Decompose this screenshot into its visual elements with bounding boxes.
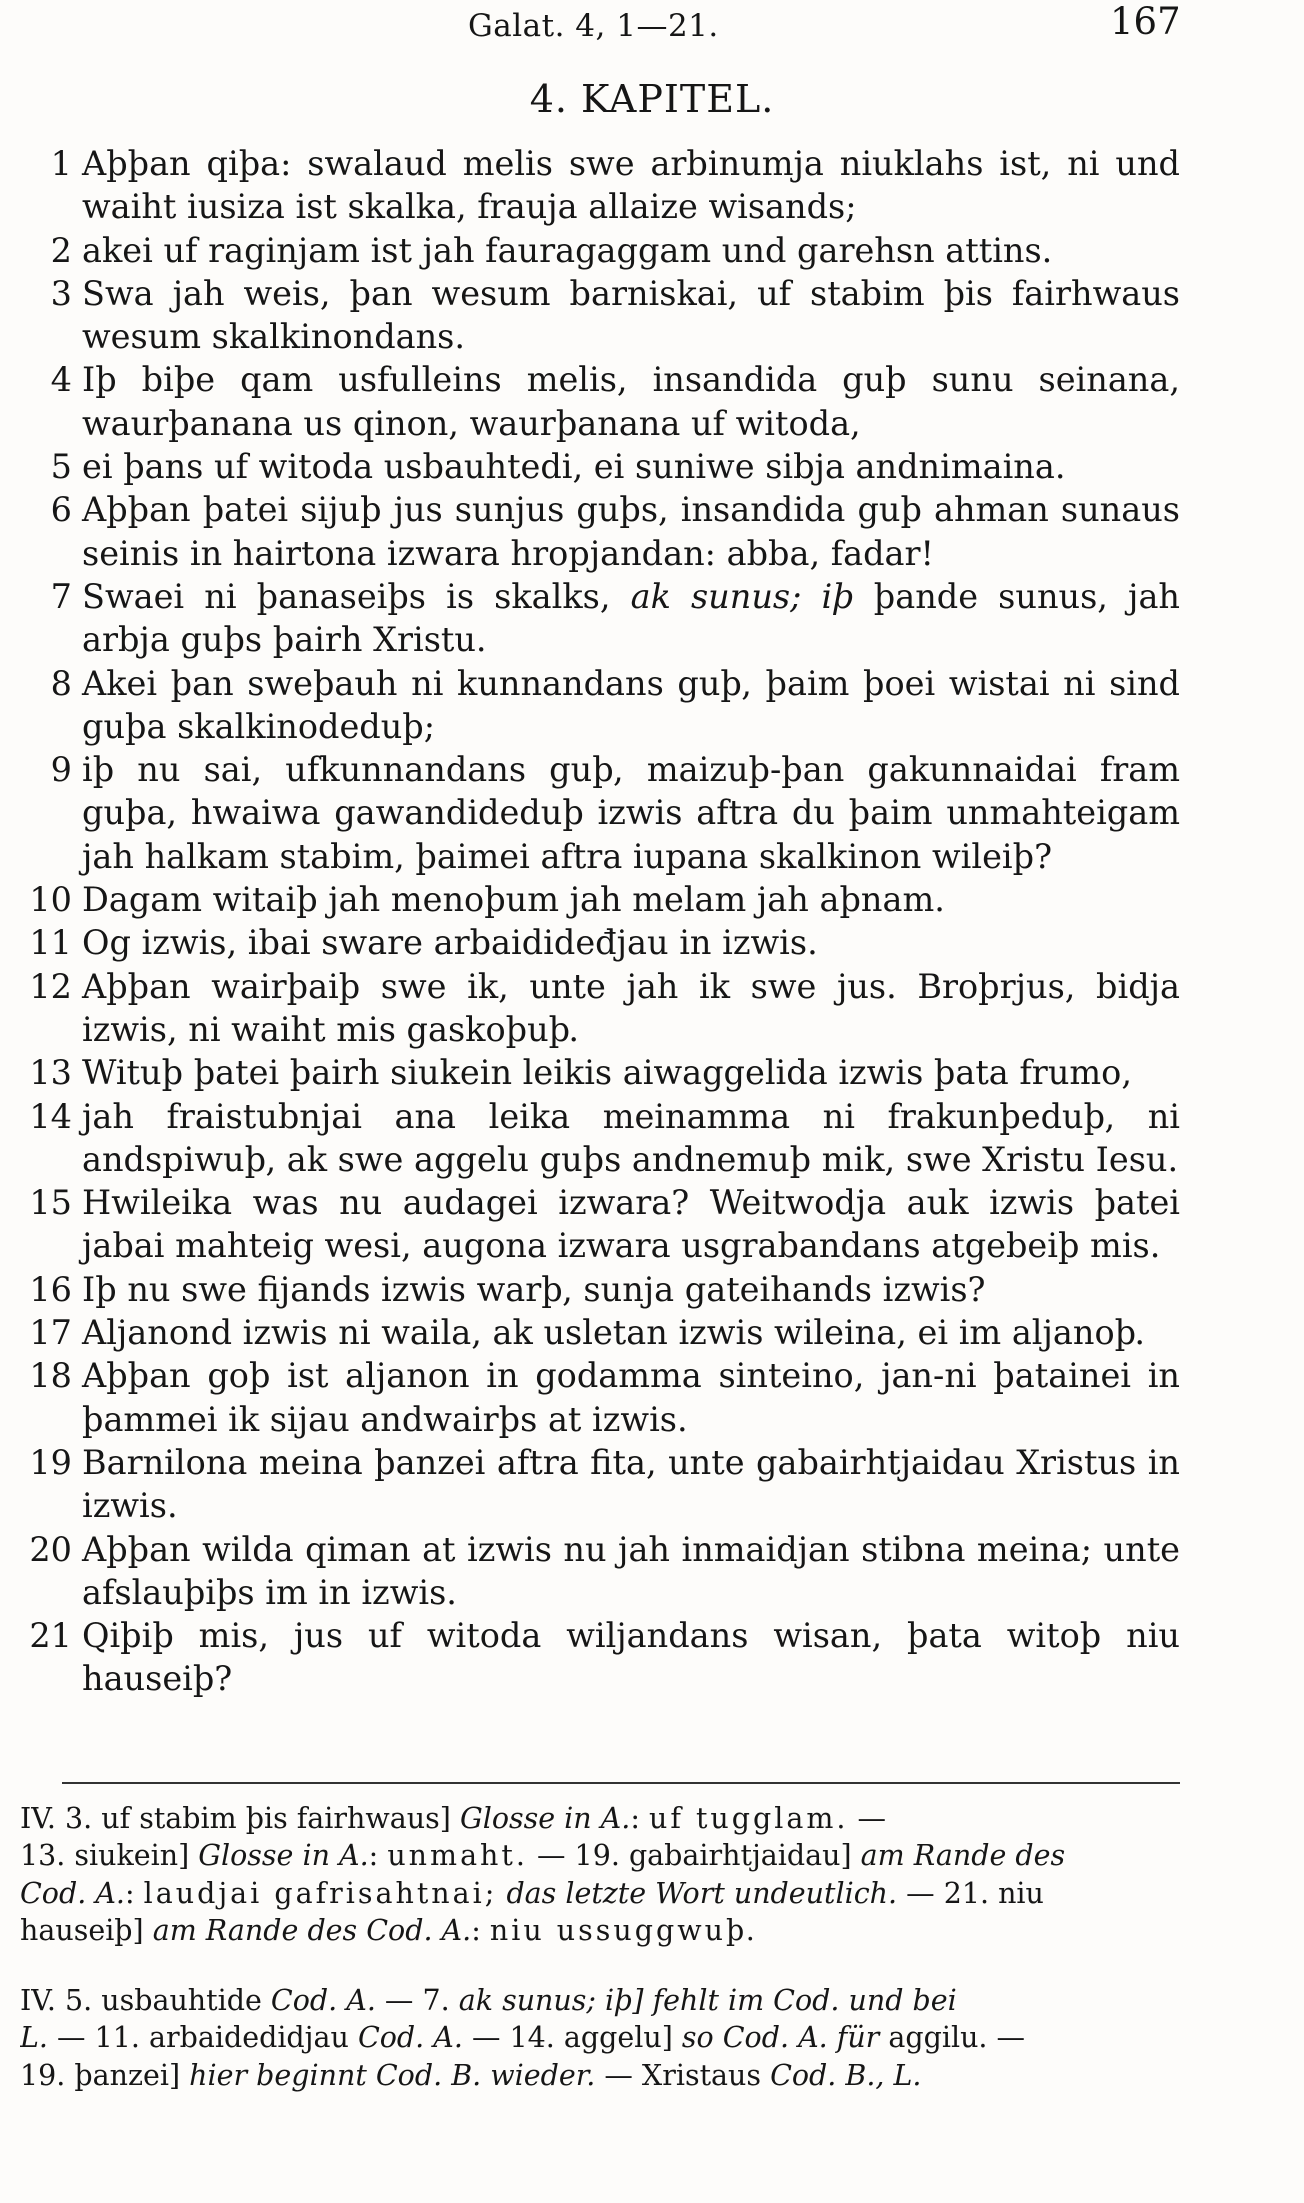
apparatus-line: 19. þanzei] hier beginnt Cod. B. wieder. — Xristaus Cod. B., L. — [20, 2058, 922, 2092]
verse-text: Aþþan qiþa: swalaud melis swe arbinumja niuklahs ist, ni und waiht iusiza ist skalka, frauja allaize wisands; — [82, 144, 1180, 227]
verse-number: 16 — [29, 1269, 72, 1309]
verse-4 — [20, 358, 1180, 445]
verse-text: Barnilona meina þanzei aftra fita, unte gabairhtjaidau Xristus in izwis. — [82, 1442, 1180, 1526]
apparatus-line: 13. siukein] Glosse in A.: unmaht. — 19. gabairhtjaidau] am Rande des — [20, 1839, 1066, 1873]
verse-19 — [20, 1441, 1180, 1528]
verse-text: iþ nu sai, ufkunnandans guþ, maizuþ-þan gakunnaidai fram guþa, hwaiwa gawandideduþ izwis aftra du þaim unmahteigam jah halkam stabim, þaimei aftra iupana skalkinon wileiþ? — [82, 750, 1180, 876]
apparatus-line: IV. 3. uf stabim þis fairhwaus] Glosse in A.: uf tugglam. — — [20, 1802, 887, 1835]
verse-7 — [20, 575, 1180, 662]
verse-number: 11 — [29, 923, 72, 963]
verse-13 — [20, 1051, 1180, 1094]
verse-number: 21 — [29, 1616, 72, 1656]
verse-number: 12 — [29, 966, 72, 1006]
verse-5 — [20, 445, 1180, 488]
verse-17 — [20, 1311, 1180, 1354]
verse-text: Akei þan sweþauh ni kunnandans guþ, þaim þoei wistai ni sind guþa skalkinodeduþ; — [82, 663, 1180, 746]
verse-text: Qiþiþ mis, jus uf witoda wiljandans wisan, þata witoþ niu hauseiþ? — [82, 1616, 1180, 1699]
verse-text: Aþþan wilda qiman at izwis nu jah inmaidjan stibna meina; unte afslauþiþs im in izwis. — [82, 1529, 1180, 1612]
verse-number: 20 — [29, 1529, 72, 1569]
running-header — [0, 0, 1304, 60]
apparatus-upper — [20, 1800, 1180, 1949]
verse-text: Swaei ni þanaseiþs is skalks, — [82, 576, 631, 616]
verse-list — [20, 142, 1180, 1701]
verse-20 — [20, 1528, 1180, 1615]
verse-14 — [20, 1095, 1180, 1182]
verse-10 — [20, 878, 1180, 921]
verse-number: 13 — [29, 1053, 72, 1093]
apparatus-line: L. — 11. arbaidedidjau Cod. A. — 14. aggelu] so Cod. A. für aggilu. — — [20, 2021, 1026, 2055]
verse-text: akei uf raginjam ist jah fauragaggam und garehsn attins. — [82, 230, 1053, 270]
apparatus-line: Cod. A.: laudjai gafrisahtnai; das letzte Wort undeutlich. — 21. niu — [20, 1876, 1044, 1910]
apparatus-line: IV. 5. usbauhtide Cod. A. — 7. ak sunus; iþ] fehlt im Cod. und bei — [20, 1984, 957, 2017]
verse-number: 17 — [29, 1313, 72, 1353]
verse-15 — [20, 1181, 1180, 1268]
verse-1 — [20, 142, 1180, 229]
header-reference: Galat. 4, 1—21. — [468, 8, 719, 44]
verse-11 — [20, 921, 1180, 964]
footnote-divider — [62, 1782, 1180, 1784]
verse-text: ei þans uf witoda usbauhtedi, ei suniwe sibja andnimaina. — [82, 447, 1066, 487]
verse-number: 10 — [29, 880, 72, 920]
verse-21 — [20, 1614, 1180, 1701]
verse-text: Og izwis, ibai sware arbaidideđjau in izwis. — [82, 923, 818, 963]
verse-6 — [20, 488, 1180, 575]
apparatus-lower — [20, 1982, 1180, 2094]
verse-number: 6 — [50, 490, 72, 530]
verse-number: 9 — [50, 750, 72, 790]
verse-number: 8 — [50, 663, 72, 703]
verse-9 — [20, 748, 1180, 878]
verse-text: Aþþan þatei sijuþ jus sunjus guþs, insandida guþ ahman sunaus seinis in hairtona izwara hropjandan: abba, fadar! — [82, 490, 1180, 573]
verse-8 — [20, 662, 1180, 749]
verse-text: þande sunus, jah arbja guþs þairh Xristu. — [82, 576, 1180, 660]
verse-text: Iþ biþe qam usfulleins melis, insandida guþ sunu seinana, waurþanana us qinon, waurþanana uf witoda, — [82, 360, 1180, 443]
verse-2 — [20, 229, 1180, 272]
verse-text: Aþþan goþ ist aljanon in godamma sinteino, jan-ni þatainei in þammei ik sijau andwairþs at izwis. — [82, 1356, 1180, 1439]
verse-16 — [20, 1268, 1180, 1311]
verse-12 — [20, 965, 1180, 1052]
verse-number: 15 — [29, 1183, 72, 1223]
verse-number: 3 — [50, 273, 72, 313]
verse-3 — [20, 272, 1180, 359]
verse-text: Hwileika was nu audagei izwara? Weitwodja auk izwis þatei jabai mahteig wesi, augona izwara usgrabandans atgebeiþ mis. — [82, 1183, 1180, 1266]
verse-text: Dagam witaiþ jah menoþum jah melam jah aþnam. — [82, 880, 945, 920]
verse-number: 2 — [50, 230, 72, 270]
verse-text: Wituþ þatei þairh siukein leikis aiwaggelida izwis þata frumo, — [82, 1053, 1132, 1093]
verse-number: 1 — [50, 144, 72, 183]
chapter-title: 4. KAPITEL. — [529, 77, 775, 121]
verse-number: 19 — [29, 1442, 72, 1482]
verse-text: jah fraistubnjai ana leika meinamma ni frakunþeduþ, ni andspiwuþ, ak swe aggelu guþs andnemuþ mik, swe Xristu Iesu. — [82, 1096, 1180, 1179]
verse-text: Aþþan wairþaiþ swe ik, unte jah ik swe jus. Broþrjus, bidja izwis, ni waiht mis gaskoþuþ. — [82, 966, 1180, 1049]
verse-number: 4 — [50, 360, 72, 400]
verse-number: 14 — [29, 1096, 72, 1136]
verse-text-italic: ak sunus; iþ — [630, 576, 854, 616]
verse-text: Iþ nu swe fijands izwis warþ, sunja gateihands izwis? — [82, 1269, 986, 1309]
apparatus-line: hauseiþ] am Rande des Cod. A.: niu ussuggwuþ. — [20, 1913, 758, 1947]
verse-number: 5 — [50, 447, 72, 487]
page-number: 167 — [1110, 0, 1181, 43]
verse-number: 7 — [50, 576, 72, 616]
verse-text: Swa jah weis, þan wesum barniskai, uf stabim þis fairhwaus wesum skalkinondans. — [82, 273, 1180, 357]
verse-18 — [20, 1354, 1180, 1441]
verse-text: Aljanond izwis ni waila, ak usletan izwis wileina, ei im aljanoþ. — [82, 1313, 1146, 1353]
verse-number: 18 — [29, 1356, 72, 1396]
